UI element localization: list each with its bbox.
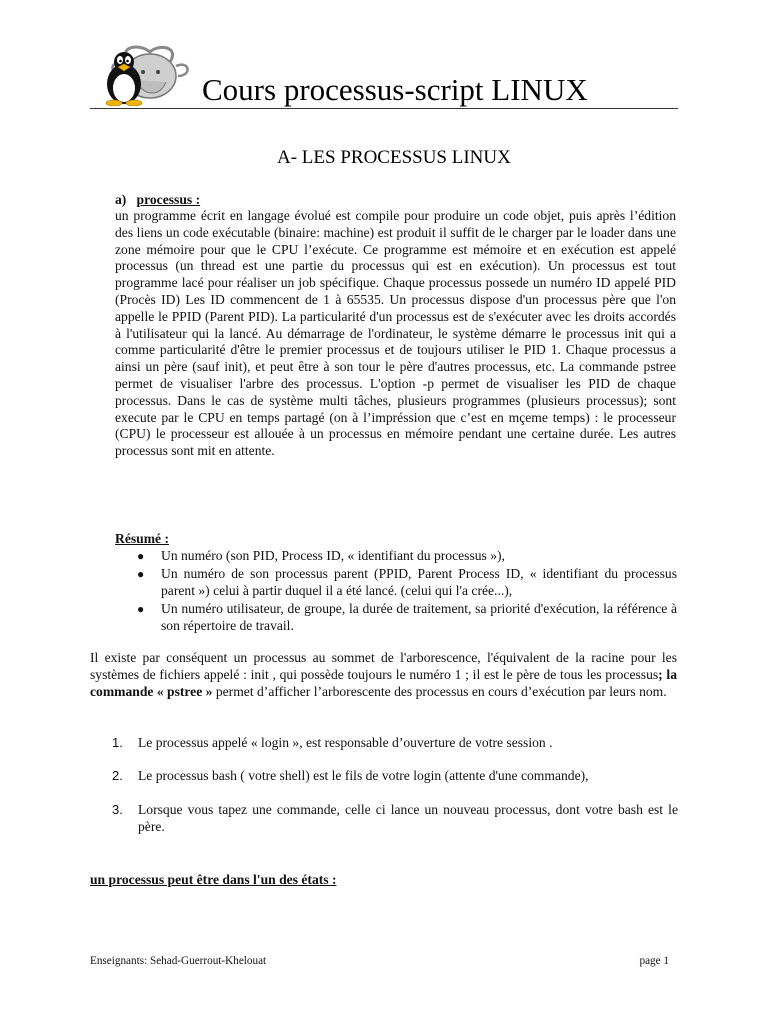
bullet-icon: ● xyxy=(137,549,145,563)
numbered-item-2: 2. Le processus bash ( votre shell) est le fils de votre login (attente d'une commande), xyxy=(112,768,589,783)
page-number: page 1 xyxy=(639,955,669,967)
list-item: ● Un numéro utilisateur, de groupe, la durée de traitement, sa priorité d'exécution, la référence à son répertoire de travail. xyxy=(137,600,677,633)
numbered-item-1: 1. Le processus appelé « login », est responsable d’ouverture de votre session . xyxy=(112,735,553,750)
list-item: ● Un numéro de son processus parent (PPID, Parent Process ID, « identifiant du processus parent ») celui à partir duquel il a été lancé. (celui qui l'a crée...), xyxy=(137,565,677,598)
title-divider xyxy=(90,108,678,109)
numbered-item-3: 3. Lorsque vous tapez une commande, celle ci lance un nouveau processus, dont votre bash est le père. xyxy=(112,802,678,834)
list-item: ● Un numéro (son PID, Process ID, « identifiant du processus »), xyxy=(137,548,505,563)
footer-authors: Enseignants: Sehad-Guerrout-Khelouat xyxy=(90,955,267,967)
section-title: A- LES PROCESSUS LINUX xyxy=(277,147,511,168)
page-title: Cours processus-script LINUX xyxy=(202,72,588,107)
bullet-icon: ● xyxy=(137,601,145,616)
gnu-tux-logo xyxy=(98,40,198,106)
processus-paragraph: un programme écrit en langage évolué est compile pour produire un code objet, puis après l’édition des liens un code exécutable (binaire: machine) est produit il suffit de le charger par le loader dans une zone mémoire pour que le CPU l’exécute. Ce programme est mémoire et en exécution est appelé processus (un thread est une partie du processus qui est en exécution). Un processus est tout programme lacé pour réaliser un job spécifique. Chaque processus possede un numéro ID appelé PID (Procès ID) Les ID commencent de 1 à 65535. Un processus dispose d'un processus père que l'on appelle le PPID (Parent PID). La particularité d'un processus est de s'exécuter avec les droits accordés à l'utilisateur qui la lancé. Au démarrage de l'ordinateur, le système démarre le processus init qui a comme particularité d'être le premier processus et de toujours utiliser le PID 1. Chaque processus a ainsi un père (sauf init), et peut être à son tour le père d'autres processus, etc. La commande pstree permet de visualiser l'arbre des processus. L'option -p permet de visualiser les PID de chaque processus. Dans le cas de système multi tâches, plusieurs programmes (plusieurs processus); sont execute par le CPU en temps partagé (on à l’impréssion que c’est en mçeme temps) : le processeur (CPU) le processeur est allouée à un processus en mémoire pendant une certaine durée. Les autres processus sont mit en attente. xyxy=(115,208,676,459)
subsection-marker: a) xyxy=(115,192,127,207)
subsection-heading-text: processus : xyxy=(136,192,201,207)
resume-heading: Résumé : xyxy=(115,531,169,546)
states-heading: un processus peut être dans l'un des états : xyxy=(90,872,337,887)
init-paragraph: Il existe par conséquent un processus au sommet de l'arborescence, l'équivalent de la racine pour les systèmes de fichiers appelé : init , qui possède toujours le numéro 1 ; il est le père de tous les processus; la commande « pstree » permet d’afficher l’arborescente des processus en cours d’exécution par leurs nom. xyxy=(90,650,677,699)
bullet-icon: ● xyxy=(137,566,145,581)
subsection-heading xyxy=(115,192,200,209)
resume-bullet-list xyxy=(137,548,677,636)
pstree-command-emphasis: ; la commande « pstree » xyxy=(90,666,677,699)
